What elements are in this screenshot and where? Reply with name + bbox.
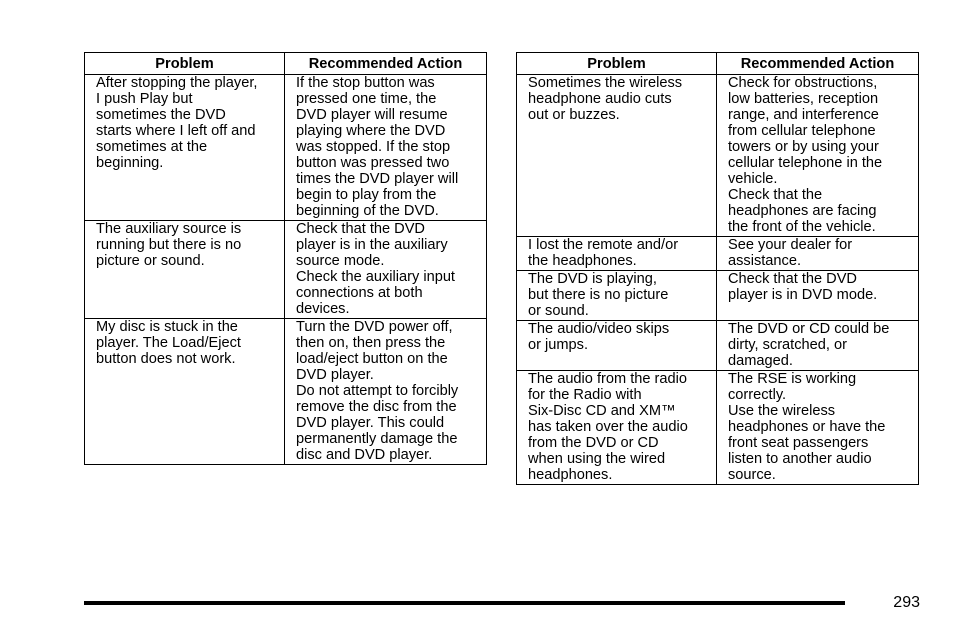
cell-text-line: The audio/video skips	[528, 321, 670, 337]
cell-text-line: front seat passengers	[728, 435, 869, 451]
cell-text-line: was stopped. If the stop	[296, 139, 451, 155]
problem-cell	[85, 221, 285, 319]
cell-text-line: The auxiliary source is	[96, 221, 242, 237]
table-row	[517, 321, 919, 371]
cell-text-line: The RSE is working	[728, 371, 857, 387]
cell-text-line: DVD player. This could	[296, 415, 445, 431]
cell-text-line: Use the wireless	[728, 403, 836, 419]
cell-text-line: out or buzzes.	[528, 107, 620, 123]
header-recommended-action: Recommended Action	[717, 53, 919, 75]
cell-text-line: connections at both	[296, 285, 423, 301]
cell-text-line: when using the wired	[528, 451, 666, 467]
cell-text-line: The audio from the radio	[528, 371, 687, 387]
cell-text-line: pressed one time, the	[296, 91, 437, 107]
cell-text-line: I push Play but	[96, 91, 193, 107]
cell-text-line: load/eject button on the	[296, 351, 448, 367]
table-row	[85, 221, 487, 319]
table-header-row	[517, 53, 919, 75]
cell-text-line: Check for obstructions,	[728, 75, 878, 91]
action-cell	[285, 221, 487, 319]
cell-text-line: I lost the remote and/or	[528, 237, 679, 253]
cell-text-line: assistance.	[728, 253, 802, 269]
action-cell	[717, 321, 919, 371]
cell-text-line: then on, then press the	[296, 335, 446, 351]
cell-text-line: Check that the DVD	[296, 221, 425, 237]
cell-text-line: disc and DVD player.	[296, 447, 433, 463]
cell-text-line: playing where the DVD	[296, 123, 446, 139]
cell-text-line: DVD player will resume	[296, 107, 448, 123]
cell-text-line: headphone audio cuts	[528, 91, 672, 107]
cell-text-line: Sometimes the wireless	[528, 75, 683, 91]
troubleshooting-table-left	[84, 52, 487, 465]
cell-text-line: begin to play from the	[296, 187, 437, 203]
table-header-row	[85, 53, 487, 75]
cell-text-line: towers or by using your	[728, 139, 879, 155]
footer-rule	[84, 601, 845, 605]
table-row	[517, 237, 919, 271]
problem-cell	[517, 371, 717, 485]
cell-text-line: The DVD is playing,	[528, 271, 657, 287]
header-recommended-action: Recommended Action	[285, 53, 487, 75]
page-number: 293	[893, 594, 920, 611]
cell-text-line: sometimes the DVD	[96, 107, 226, 123]
action-cell	[717, 75, 919, 237]
cell-text-line: remove the disc from the	[296, 399, 457, 415]
cell-text-line: headphones are facing	[728, 203, 877, 219]
cell-text-line: permanently damage the	[296, 431, 458, 447]
cell-text-line: vehicle.	[728, 171, 778, 187]
cell-text-line: for the Radio with	[528, 387, 642, 403]
cell-text-line: cellular telephone in the	[728, 155, 883, 171]
cell-text-line: picture or sound.	[96, 253, 205, 269]
cell-text-line: player is in the auxiliary	[296, 237, 448, 253]
action-cell	[717, 237, 919, 271]
cell-text-line: Do not attempt to forcibly	[296, 383, 459, 399]
cell-text-line: button was pressed two	[296, 155, 450, 171]
table-row	[85, 75, 487, 221]
cell-text-line: headphones or have the	[728, 419, 886, 435]
cell-text-line: beginning of the DVD.	[296, 203, 439, 219]
cell-text-line: the headphones.	[528, 253, 637, 269]
action-cell	[717, 271, 919, 321]
cell-text-line: DVD player.	[296, 367, 374, 383]
cell-text-line: sometimes at the	[96, 139, 208, 155]
cell-text-line: from cellular telephone	[728, 123, 876, 139]
problem-cell	[85, 319, 285, 465]
troubleshooting-table-right	[516, 52, 919, 485]
table-row	[517, 75, 919, 237]
table-row	[517, 371, 919, 485]
cell-text-line: button does not work.	[96, 351, 236, 367]
problem-cell	[85, 75, 285, 221]
cell-text-line: headphones.	[528, 467, 613, 483]
cell-text-line: starts where I left off and	[96, 123, 256, 139]
table-row	[85, 319, 487, 465]
action-cell	[285, 319, 487, 465]
header-problem: Problem	[517, 53, 717, 75]
action-cell	[717, 371, 919, 485]
cell-text-line: Six-Disc CD and XM™	[528, 403, 676, 419]
cell-text-line: dirty, scratched, or	[728, 337, 847, 353]
header-problem: Problem	[85, 53, 285, 75]
cell-text-line: correctly.	[728, 387, 787, 403]
cell-text-line: Check that the DVD	[728, 271, 857, 287]
cell-text-line: After stopping the player,	[96, 75, 258, 91]
cell-text-line: or sound.	[528, 303, 589, 319]
cell-text-line: or jumps.	[528, 337, 589, 353]
cell-text-line: My disc is stuck in the	[96, 319, 238, 335]
problem-cell	[517, 75, 717, 237]
cell-text-line: source.	[728, 467, 776, 483]
table-row	[517, 271, 919, 321]
problem-cell	[517, 237, 717, 271]
cell-text-line: listen to another audio	[728, 451, 872, 467]
cell-text-line: Turn the DVD power off,	[296, 319, 453, 335]
cell-text-line: low batteries, reception	[728, 91, 879, 107]
cell-text-line: but there is no picture	[528, 287, 669, 303]
problem-cell	[517, 321, 717, 371]
cell-text-line: See your dealer for	[728, 237, 853, 253]
cell-text-line: devices.	[296, 301, 350, 317]
cell-text-line: The DVD or CD could be	[728, 321, 890, 337]
cell-text-line: If the stop button was	[296, 75, 435, 91]
cell-text-line: range, and interference	[728, 107, 879, 123]
problem-cell	[517, 271, 717, 321]
cell-text-line: Check that the	[728, 187, 823, 203]
cell-text-line: Check the auxiliary input	[296, 269, 455, 285]
cell-text-line: source mode.	[296, 253, 385, 269]
cell-text-line: running but there is no	[96, 237, 242, 253]
cell-text-line: damaged.	[728, 353, 793, 369]
cell-text-line: player. The Load/Eject	[96, 335, 241, 351]
cell-text-line: the front of the vehicle.	[728, 219, 876, 235]
cell-text-line: times the DVD player will	[296, 171, 459, 187]
cell-text-line: beginning.	[96, 155, 164, 171]
cell-text-line: has taken over the audio	[528, 419, 688, 435]
cell-text-line: player is in DVD mode.	[728, 287, 878, 303]
action-cell	[285, 75, 487, 221]
cell-text-line: from the DVD or CD	[528, 435, 659, 451]
